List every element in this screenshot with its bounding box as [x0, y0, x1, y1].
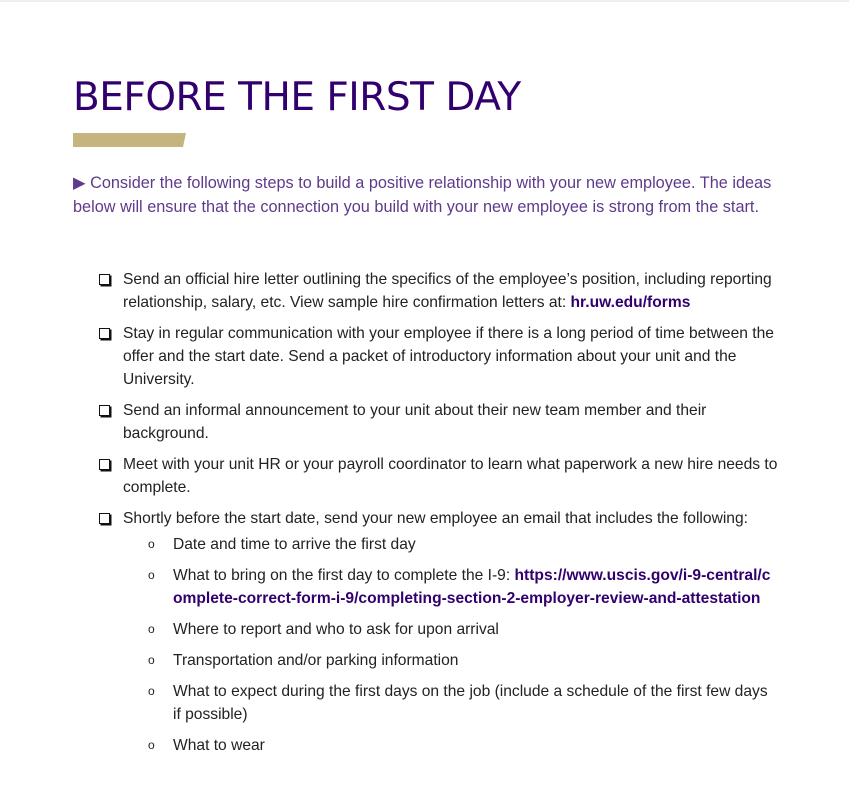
list-item-what-to-wear — [0, 734, 778, 757]
list-item-text: What to bring on the first day to complete the I-9: — [173, 567, 515, 584]
checkbox-icon — [99, 459, 110, 470]
checklist-item-communication — [0, 322, 778, 391]
list-item-text: What to wear — [173, 737, 265, 754]
circle-bullet-icon: o — [148, 537, 155, 551]
checklist — [0, 268, 849, 538]
list-item-expectations — [0, 680, 778, 726]
checklist-item-text: Shortly before the start date, send your new employee an email that includes the following: — [123, 510, 748, 527]
checklist-item-text: Meet with your unit HR or your payroll coordinator to learn what paperwork a new hire needs to complete. — [123, 456, 778, 496]
checklist-item-announcement — [0, 399, 778, 445]
checkbox-icon — [99, 513, 110, 524]
page-title: BEFORE THE FIRST DAY — [73, 75, 521, 120]
circle-bullet-icon: o — [148, 684, 155, 698]
hr-forms-link[interactable]: hr.uw.edu/forms — [570, 294, 691, 311]
checklist-item-paperwork — [0, 453, 778, 499]
list-item-i9 — [0, 564, 778, 610]
list-item-transportation — [0, 649, 778, 672]
circle-bullet-icon: o — [148, 622, 155, 636]
play-triangle-icon: ▶ — [73, 174, 86, 192]
circle-bullet-icon: o — [148, 568, 155, 582]
list-item-text: Where to report and who to ask for upon arrival — [173, 621, 499, 638]
intro-text: Consider the following steps to build a positive relationship with your new employee. The ideas below will ensure that the connection you build with your new employee is strong from the start. — [73, 174, 772, 216]
intro-paragraph — [73, 172, 773, 219]
checklist-item-hire-letter — [0, 268, 778, 314]
list-item-arrival-time — [0, 533, 778, 556]
circle-bullet-icon: o — [148, 653, 155, 667]
checkbox-icon — [99, 405, 110, 416]
checklist-item-text: Send an informal announcement to your unit about their new team member and their background. — [123, 402, 707, 442]
checklist-item-text: Stay in regular communication with your employee if there is a long period of time between the offer and the start date. Send a packet of introductory information about your unit and the University. — [123, 325, 774, 388]
email-contents-list — [0, 533, 778, 757]
list-item-text: Transportation and/or parking information — [173, 652, 459, 669]
checkbox-icon — [99, 328, 110, 339]
list-item-text: What to expect during the first days on the job (include a schedule of the first few days if possible) — [173, 683, 768, 723]
gold-accent-rule — [73, 133, 186, 147]
list-item-report-to — [0, 618, 778, 641]
checklist-item-text: Send an official hire letter outlining the specifics of the employee’s position, including reporting relationship, salary, etc. View sample hire confirmation letters at: — [123, 271, 772, 311]
list-item-text: Date and time to arrive the first day — [173, 536, 416, 553]
page-top-edge — [0, 0, 849, 2]
circle-bullet-icon: o — [148, 738, 155, 752]
checkbox-icon — [99, 274, 110, 285]
checklist-item-email — [0, 507, 778, 530]
uscis-i9-link[interactable]: https://www.uscis.gov/i-9-central/complete-correct-form-i-9/completing-section-2-employer-review-and-attestation — [173, 567, 771, 607]
